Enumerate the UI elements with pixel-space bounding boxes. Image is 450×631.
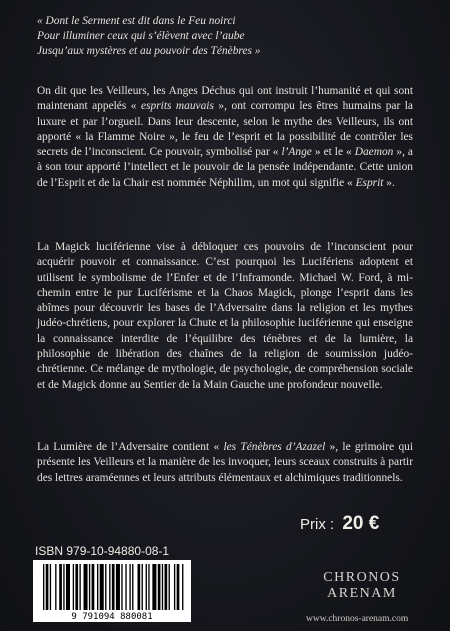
barcode-bar <box>125 564 126 610</box>
epigraph-line: « Dont le Serment est dit dans le Feu noirci <box>37 15 236 27</box>
barcode-bar <box>129 564 130 610</box>
barcode-bar <box>146 564 147 610</box>
barcode-bar <box>109 564 110 610</box>
publisher-logo <box>298 570 426 614</box>
barcode-bar <box>182 564 183 610</box>
isbn: ISBN 979-10-94880-08-1 <box>35 544 170 558</box>
barcode-bar <box>112 564 115 610</box>
barcode-bar <box>162 564 163 610</box>
barcode-bar <box>177 564 180 610</box>
price <box>300 513 379 535</box>
barcode-bar <box>116 564 120 610</box>
barcode-bar <box>73 564 74 610</box>
publisher-name-line1: CHRONOS <box>323 570 401 585</box>
epigraph <box>37 14 427 60</box>
barcode-bars-icon <box>33 560 191 622</box>
barcode-bar <box>89 564 90 610</box>
barcode-bar <box>75 564 78 610</box>
barcode-bar <box>66 564 70 610</box>
publisher-name-line2: ARENAM <box>327 586 397 601</box>
epigraph-line: Jusqu’aux mystères et au pouvoir des Ténèbres » <box>37 45 261 58</box>
barcode-bar <box>100 564 104 610</box>
barcode-bar <box>92 564 95 610</box>
barcode-bar <box>55 564 56 610</box>
barcode-bar <box>165 564 168 610</box>
barcode-bar <box>105 564 106 610</box>
paragraph-grimoire: La Lumière de l’Adversaire contient « les Ténèbres d’Azazel », le grimoire qui présente les Veilleurs et la manière de les invoquer, leurs sceaux construits à partir des lettres araméennes et leurs attributs élémentaux et alchimiques traditionnels. <box>37 441 413 484</box>
barcode-bar <box>148 564 149 610</box>
publisher-website: www.chronos-arenam.com <box>306 614 409 624</box>
barcode-bar <box>50 564 51 610</box>
barcode-bar <box>63 564 64 610</box>
barcode-bar <box>84 564 88 610</box>
epigraph-line: Pour illuminer ceux qui s’élèvent avec l’aube <box>37 30 245 43</box>
price-amount: 20 € <box>342 513 380 534</box>
barcode-bar <box>132 564 133 610</box>
barcode-bar <box>43 564 44 610</box>
barcode-bar <box>97 564 98 610</box>
barcode <box>33 560 191 622</box>
barcode-bar <box>169 564 170 610</box>
paragraph-watchers: On dit que les Veilleurs, les Anges Déchus qui ont instruit l’humanité et qui sont maintenant appelés « esprits mauvais », ont corrompu les êtres humains par la luxure et par l’orgueil. Dans leur descente, selon le mythe des Veilleurs, ils ont apporté « la Flamme Noire », le feu de l’esprit et la possibilité de contrôler les secrets de l’inconscient. Ce pouvoir, symbolisé par « l’Ange » et le « Daemon », a à son tour apporté l’intellect et le pouvoir de la pensée indépendante. Cette union de l’Esprit et de la Chair est nommée Néphilim, un mot qui signifie « Esprit ». <box>37 85 413 189</box>
barcode-bar <box>59 564 62 610</box>
barcode-bar <box>174 564 175 610</box>
barcode-bar <box>142 564 143 610</box>
barcode-bar <box>46 564 49 610</box>
barcode-bar <box>158 564 161 610</box>
paragraph-magick: La Magick luciférienne vise à débloquer ces pouvoirs de l’inconscient pour acquérir pouvoir et connaissance. C’est pourquoi les Lucifériens adoptent et utilisent le symbolisme de l’Enfer et de l’Inframonde. Michael W. Ford, à mi-chemin entre le pur Luciférisme et la Chaos Magick, plonge l’esprit dans les abîmes pour découvrir les bases de l’Adversaire dans la religion et les mythes judéo-chrétiens, pour explorer la Chute et la philosophie luciférienne qui enseigne la connaissance interdite de l’équilibre des ténèbres et de la lumière, la philosophie de libération des chaînes de la religion de soumission judéo-chrétienne. Ce mélange de mythologie, de psychologie, de compréhension sociale et de Magick donne au Sentier de la Main Gauche une profondeur nouvelle. <box>37 241 413 391</box>
barcode-bar <box>152 564 156 610</box>
barcode-bar <box>121 564 122 610</box>
barcode-bar <box>79 564 80 610</box>
price-label: Prix : <box>300 516 335 533</box>
barcode-digits: 9 791094 880081 <box>71 612 153 622</box>
barcode-bar <box>138 564 141 610</box>
